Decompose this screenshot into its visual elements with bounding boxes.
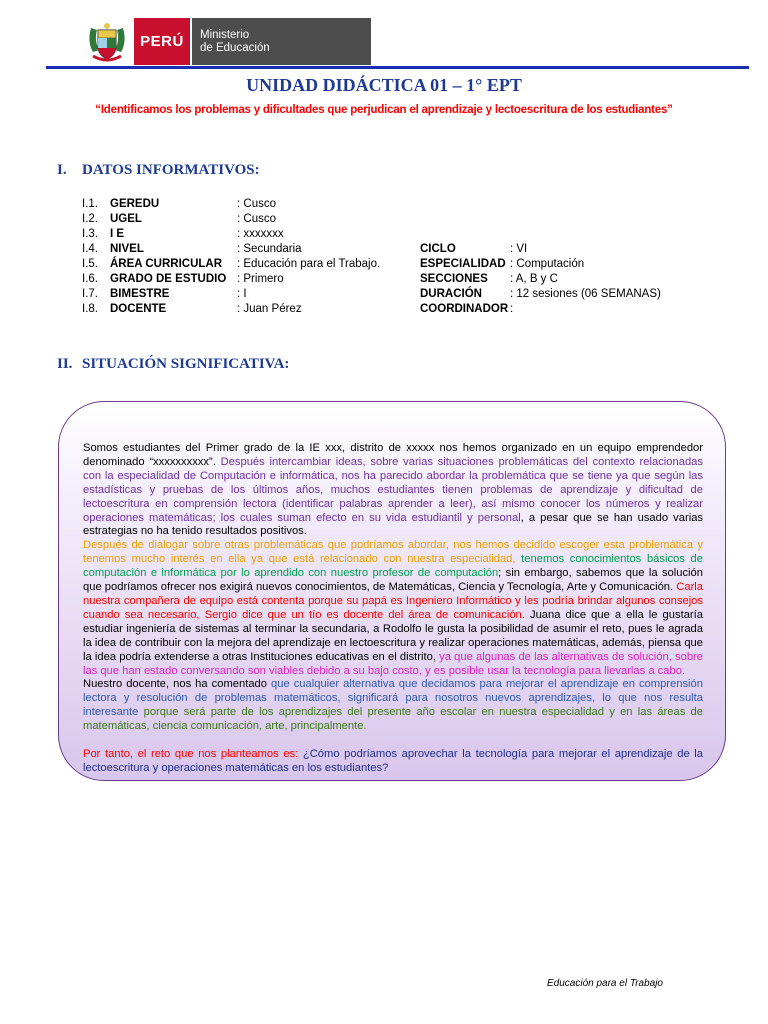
ministry-name <box>192 18 371 65</box>
document-title: UNIDAD DIDÁCTICA 01 – 1° EPT <box>246 75 522 95</box>
info-number: I.7. <box>82 288 98 300</box>
info-value: : I <box>237 288 247 300</box>
text-run: ; sin embargo, sabemos que la solución que podríamos ofrecer nos exigirá nuevos conocimientos, de Matemáticas, Ciencia y Tecnología, Arte y Comunicación. <box>83 567 703 594</box>
text-run: Nuestro docente, nos ha comentado <box>83 678 272 691</box>
page-footer: Educación para el Trabajo <box>547 978 663 989</box>
info-value: : Secundaria <box>237 243 302 255</box>
situation-paragraph-1 <box>83 442 703 539</box>
info-number: I.2. <box>82 213 98 225</box>
info-value: : A, B y C <box>510 273 558 285</box>
section-title: DATOS INFORMATIVOS: <box>82 162 260 178</box>
info-number: I.3. <box>82 228 98 240</box>
text-run: Juana dice que a ella le gustaría estudiar ingeniería de sistemas al terminar la secundaria, a Rodolfo le gusta la posibilidad de asumir el reto, pues le agrada la idea de contribuir con la mejora del aprendizaje en lectoescritura y realizar operaciones matemáticas, además, piensa que la idea podría extenderse a otras Instituciones educativas en el distrito, <box>83 608 703 663</box>
ministry-line1: Ministerio <box>200 28 250 41</box>
ministry-line2: de Educación <box>200 41 270 54</box>
text-run: Somos estudiantes del Primer grado de la IE xxx, distrito de xxxxx nos hemos organizado en un equipo emprendedor denominado “xxxxxxxxxx”. <box>83 442 703 468</box>
section-number: II. <box>57 356 73 372</box>
text-run: , a pesar que se han usado varias estrategias no ha tenido resultados positivos. <box>83 511 704 538</box>
text-run: Carla nuestra compañera de equipo está contenta porque su papá es Ingeniero Informático y les podría brindar algunos consejos cuando sea necesario, Sergio dice que un tío es docente del área de comunicación. <box>83 581 703 621</box>
situation-challenge <box>83 748 703 776</box>
text-run: Después de dialogar sobre otras problemáticas que podríamos abordar, nos hemos decidido escoger esta problemática y tenemos mucho interés en ella ya que está relacionado con nuestra especialidad, <box>83 539 703 566</box>
info-value: : Primero <box>237 273 284 285</box>
info-label: SECCIONES <box>420 273 488 285</box>
info-value: : 12 sesiones (06 SEMANAS) <box>510 288 661 300</box>
ministry-logo <box>80 18 371 65</box>
section-title: SITUACIÓN SIGNIFICATIVA: <box>82 356 290 372</box>
situation-paragraph-3 <box>83 678 703 734</box>
info-value: : Computación <box>510 258 585 270</box>
info-number: I.8. <box>82 303 98 315</box>
text-run: Por tanto, el reto que nos planteamos es: <box>83 748 303 761</box>
info-value: : Juan Pérez <box>237 303 302 315</box>
info-label: ESPECIALIDAD <box>420 258 506 270</box>
section-number: I. <box>57 162 67 178</box>
info-label: COORDINADOR <box>420 303 509 315</box>
info-value: : <box>510 303 514 315</box>
info-number: I.5. <box>82 258 98 270</box>
info-label: DURACIÓN <box>420 288 482 300</box>
header-divider <box>46 66 749 69</box>
info-label: I E <box>110 228 125 240</box>
text-run: ¿Cómo podríamos aprovechar la tecnología para mejorar el aprendizaje de la lectoescritura y operaciones matemáticas en los estudiantes? <box>83 748 704 774</box>
info-value: : xxxxxxx <box>237 228 284 240</box>
info-label: BIMESTRE <box>110 288 170 300</box>
text-run: Después intercambiar ideas, sobre varias situaciones problemáticas del contexto relacionadas con la especialidad de Computación e informática, nos ha parecido abordar la problemática que se tiene ya que según las estadísticas y pruebas de los últimos años, muchos estudiantes tienen problemas de aprendizaje y dificultad de lectoescritura en comprensión lectora (identificar palabras aprender a leer), así mismo conocer los números y realizar operaciones matemáticas; los cuales suman efecto en su vida estudiantil y personal <box>83 455 703 524</box>
peru-label: PERÚ <box>134 18 190 65</box>
info-number: I.4. <box>82 243 98 255</box>
info-label: ÁREA CURRICULAR <box>110 258 223 270</box>
document-subtitle: “Identificamos los problemas y dificultades que perjudican el aprendizaje y lectoescritura de los estudiantes” <box>95 104 673 116</box>
text-run: ya que algunas de las alternativas de solución, sobre las que han estado conversando son viables debido a su bajo costo, y es posible usar la tecnología para llevarlas a cabo. <box>83 650 703 677</box>
info-value: : Educación para el Trabajo. <box>237 258 381 270</box>
info-label: GRADO DE ESTUDIO <box>110 273 227 285</box>
info-number: I.1. <box>82 198 98 210</box>
situation-text-box <box>58 401 726 781</box>
info-label: DOCENTE <box>110 303 167 315</box>
info-value: : VI <box>510 243 528 255</box>
situation-paragraph-2 <box>83 539 703 678</box>
text-run: tenemos conocimientos básicos de computación e informática por lo aprendido con nuestro profesor de computación <box>83 553 703 580</box>
text-run: que cualquier alternativa que decidamos para mejorar el aprendizaje en comprensión lectora y resolución de problemas matemáticos, significará para nosotros nuevos aprendizajes, lo que nos resulta interesante <box>83 678 703 719</box>
info-label: GEREDU <box>110 198 160 210</box>
info-value: : Cusco <box>237 213 276 225</box>
text-run: porque será parte de los aprendizajes del presente año escolar en nuestra especialidad y en las áreas de matemáticas, ciencia comunicación, arte, principalmente. <box>83 706 703 733</box>
info-label: NIVEL <box>110 243 144 255</box>
info-label: CICLO <box>420 243 456 255</box>
section-heading-datos <box>57 162 260 179</box>
section-heading-situacion <box>57 356 289 373</box>
info-label: UGEL <box>110 213 142 225</box>
coat-of-arms-icon <box>80 18 134 65</box>
info-value: : Cusco <box>237 198 276 210</box>
info-number: I.6. <box>82 273 98 285</box>
